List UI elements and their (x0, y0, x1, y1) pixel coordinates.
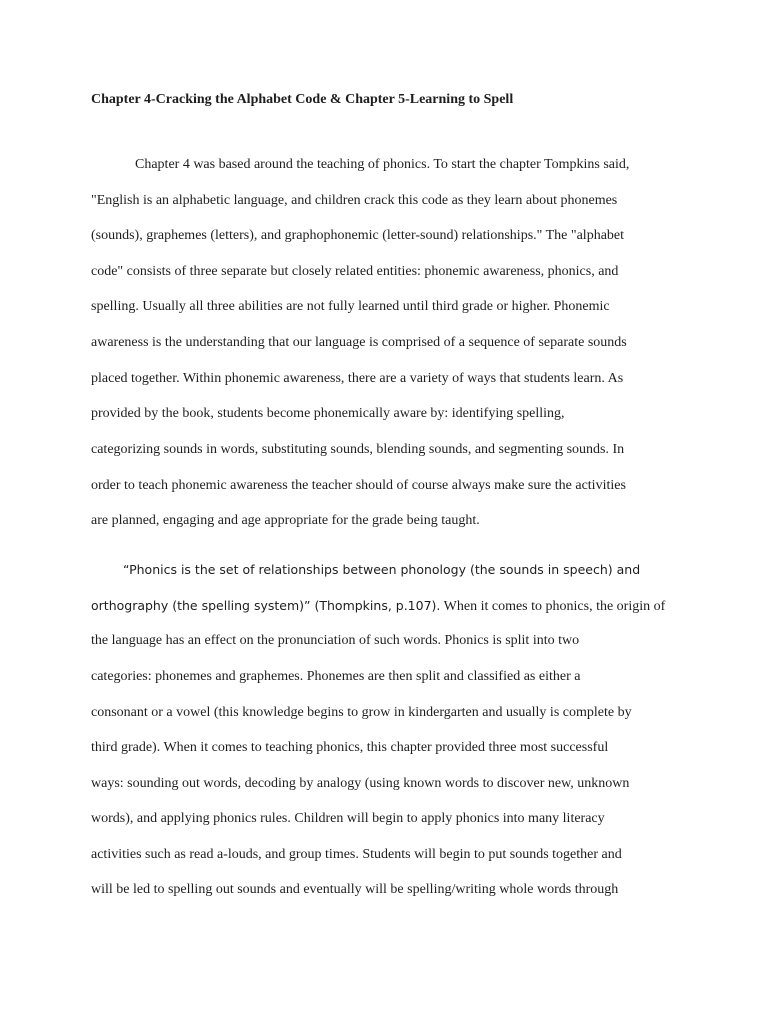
text-continuation: When it comes to phonics, the origin of (440, 599, 666, 614)
text-line: order to teach phonemic awareness the teacher should of course always make sure the activities (91, 478, 626, 493)
text-line: awareness is the understanding that our language is comprised of a sequence of separate sounds (91, 335, 627, 350)
quote-line: “Phonics is the set of relationships between phonology (the sounds in speech) and (123, 562, 641, 577)
quote-text: orthography (the spelling system)” (91, 598, 311, 613)
text-line: activities such as read a-louds, and group times. Students will begin to put sounds together and (91, 847, 622, 862)
text-line: categorizing sounds in words, substituting sounds, blending sounds, and segmenting sounds. In (91, 442, 625, 457)
text-line: provided by the book, students become phonemically aware by: identifying spelling, (91, 406, 565, 421)
text-line: (sounds), graphemes (letters), and graphophonemic (letter-sound) relationships." The "alphabet (91, 228, 625, 243)
text-line: consonant or a vowel (this knowledge begins to grow in kindergarten and usually is complete by (91, 705, 632, 720)
text-line: are planned, engaging and age appropriate for the grade being taught. (91, 513, 480, 528)
text-line: third grade). When it comes to teaching phonics, this chapter provided three most successful (91, 740, 609, 755)
text-line: "English is an alphabetic language, and children crack this code as they learn about phonemes (91, 193, 618, 208)
text-line: Chapter 4 was based around the teaching of phonics. To start the chapter Tompkins said, (135, 157, 630, 172)
text-line: categories: phonemes and graphemes. Phonemes are then split and classified as either a (91, 669, 581, 684)
document-title: Chapter 4-Cracking the Alphabet Code & Chapter 5-Learning to Spell (91, 92, 514, 107)
text-line: ways: sounding out words, decoding by analogy (using known words to discover new, unknown (91, 776, 630, 791)
text-line: code" consists of three separate but closely related entities: phonemic awareness, phonics, and (91, 264, 619, 279)
text-line-mixed (91, 597, 665, 616)
text-line: will be led to spelling out sounds and eventually will be spelling/writing whole words through (91, 882, 619, 897)
text-line: placed together. Within phonemic awareness, there are a variety of ways that students learn. As (91, 371, 624, 386)
text-line: spelling. Usually all three abilities are not fully learned until third grade or higher. Phonemic (91, 299, 610, 314)
text-line: the language has an effect on the pronunciation of such words. Phonics is split into two (91, 633, 580, 648)
text-line: words), and applying phonics rules. Children will begin to apply phonics into many literacy (91, 811, 605, 826)
citation-text: (Thompkins, p.107). (310, 598, 441, 613)
